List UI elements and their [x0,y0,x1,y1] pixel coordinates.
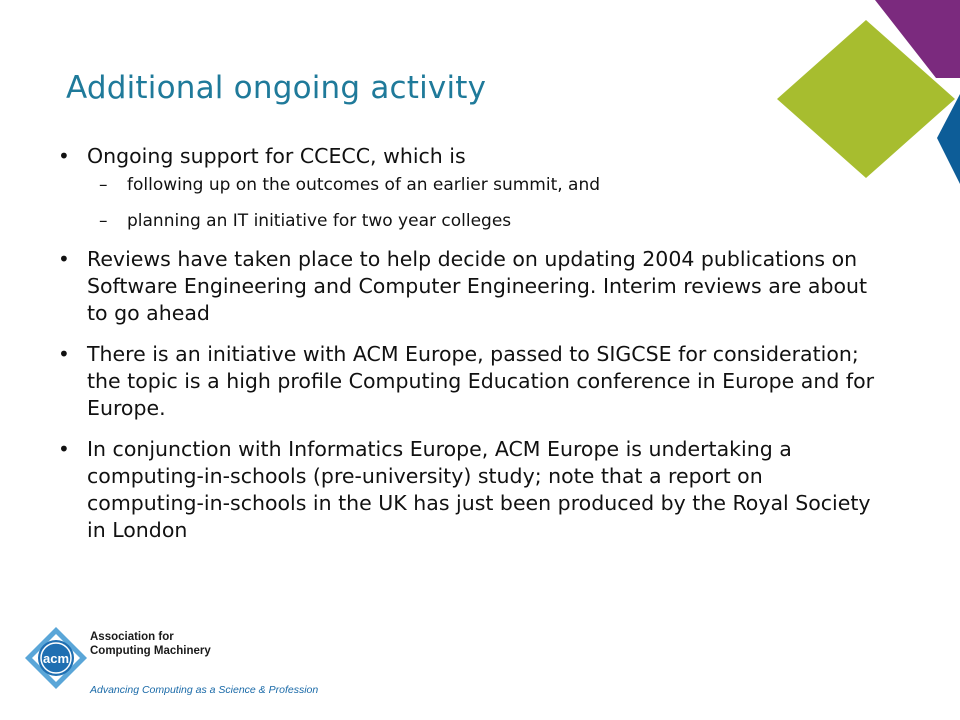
dash-icon: – [99,175,108,195]
acm-org-name [90,630,211,658]
page-title: Additional ongoing activity [66,70,487,106]
sub-list [87,174,878,232]
bullet-list [58,143,878,558]
bullet-text: Reviews have taken place to help decide on updating 2004 publications on Software Engineering and Computer Engineering. Interim reviews are about to go ahead [87,247,868,325]
list-item [58,246,878,327]
org-line-1: Association for [90,631,174,643]
bullet-text: In conjunction with Informatics Europe, ACM Europe is undertaking a computing-in-schools (pre-university) study; note that a report on computing-in-schools in the UK has just been produced by the Royal Society in London [87,437,871,542]
bullet-icon: • [58,247,70,271]
acm-mark-text: acm [42,651,70,666]
bullet-text: Ongoing support for CCECC, which is [87,144,466,168]
bullet-icon: • [58,437,70,461]
sub-list-item [87,174,878,196]
acm-logo [24,626,319,698]
bullet-text: There is an initiative with ACM Europe, passed to SIGCSE for consideration; the topic is a high profile Computing Education conference in Europe and for Europe. [87,342,875,420]
bullet-icon: • [58,342,70,366]
acm-tagline: Advancing Computing as a Science & Profession [90,684,319,696]
sub-list-item [87,210,878,232]
list-item [58,143,878,232]
list-item [58,341,878,422]
org-line-2: Computing Machinery [90,645,211,657]
list-item [58,436,878,544]
sub-item-text: planning an IT initiative for two year colleges [127,211,512,231]
bullet-icon: • [58,144,70,168]
acm-diamond-icon [24,626,88,690]
sub-item-text: following up on the outcomes of an earlier summit, and [127,175,601,195]
dash-icon: – [99,211,108,231]
